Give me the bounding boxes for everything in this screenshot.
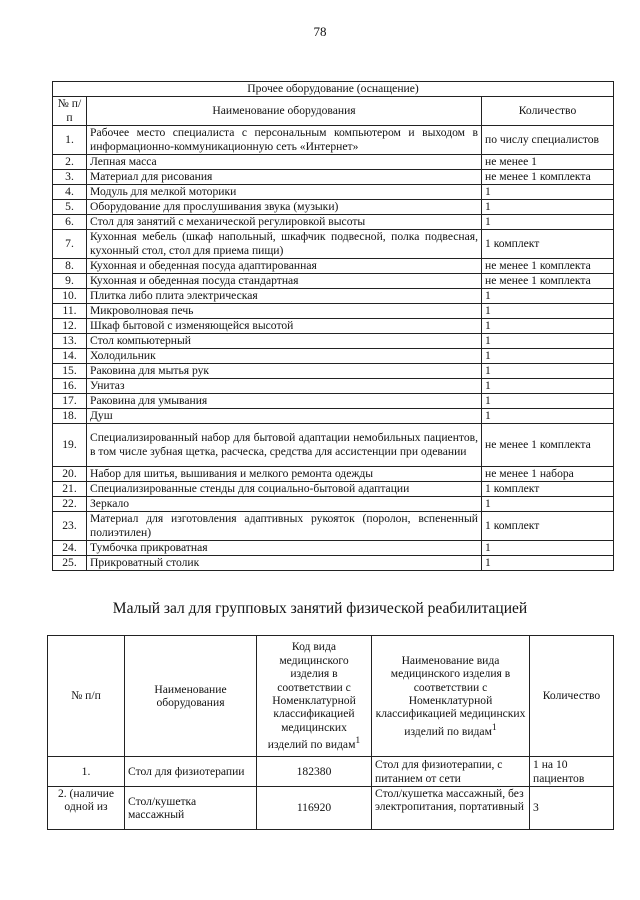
row-qty: 1 [482,363,614,378]
header-num: № п/п [48,636,125,757]
row-name: Прикроватный столик [87,555,482,570]
row-name: Тумбочка прикроватная [87,540,482,555]
row-qty: 1 [482,303,614,318]
row-qty: не менее 1 комплекта [482,258,614,273]
table-row [53,540,614,555]
row-name: Рабочее место специалиста с персональным компьютером и выходом в информационно-коммуникационную сеть «Интернет» [87,125,482,154]
row-qty: не менее 1 комплекта [482,169,614,184]
table-row [53,378,614,393]
table-row [53,511,614,540]
row-qty: 1 [482,540,614,555]
row-num: 6. [53,214,87,229]
row-num: 2. (наличие одной из [48,787,125,830]
row-qty: 1 [482,348,614,363]
table-row [48,757,614,787]
table-row [53,423,614,466]
row-code: 116920 [257,787,372,830]
row-kind: Стол для физиотерапии, с питанием от сети [372,757,530,787]
section-title: Малый зал для групповых занятий физической реабилитацией [112,600,528,617]
page-number: 78 [313,24,327,39]
table-row [53,318,614,333]
table-row [53,288,614,303]
row-num: 14. [53,348,87,363]
row-name: Унитаз [87,378,482,393]
header-code [257,636,372,757]
row-qty: 1 [482,333,614,348]
table-caption-row [53,82,614,97]
header-num: № п/п [53,96,87,125]
row-name: Кухонная мебель (шкаф напольный, шкафчик подвесной, полка подвесная, кухонный стол, стол для приема пищи) [87,229,482,258]
row-num: 23. [53,511,87,540]
row-num: 22. [53,496,87,511]
row-qty: 1 [482,214,614,229]
row-name: Кухонная и обеденная посуда стандартная [87,273,482,288]
table-row [53,333,614,348]
row-num: 17. [53,393,87,408]
row-num: 18. [53,408,87,423]
row-num: 7. [53,229,87,258]
row-qty: 1 на 10 пациентов [530,757,614,787]
table-header-row [48,636,614,757]
row-qty: 1 комплект [482,229,614,258]
header-qty: Количество [530,636,614,757]
row-name: Стол для физиотерапии [125,757,257,787]
row-name: Микроволновая печь [87,303,482,318]
table-header-row [53,96,614,125]
row-num: 11. [53,303,87,318]
row-qty: 1 [482,408,614,423]
table-row [53,154,614,169]
row-num: 12. [53,318,87,333]
table-row [53,393,614,408]
row-num: 21. [53,481,87,496]
footnote-mark: 1 [355,735,361,747]
row-name: Стол компьютерный [87,333,482,348]
row-qty: 3 [530,787,614,830]
row-name: Модуль для мелкой моторики [87,184,482,199]
table-row [53,466,614,481]
row-kind: Стол/кушетка массажный, без электропитания, портативный [372,787,530,830]
row-num: 19. [53,423,87,466]
table-row [53,303,614,318]
header-name: Наименование оборудования [87,96,482,125]
row-qty: не менее 1 набора [482,466,614,481]
row-qty: 1 [482,318,614,333]
row-qty: 1 комплект [482,511,614,540]
table-caption: Прочее оборудование (оснащение) [53,82,614,97]
row-name: Шкаф бытовой с изменяющейся высотой [87,318,482,333]
row-name: Специализированный набор для бытовой адаптации немобильных пациентов, в том числе зубная щетка, расческа, средства для ассистенции при одевании [87,423,482,466]
row-name: Плитка либо плита электрическая [87,288,482,303]
table-row [53,481,614,496]
row-qty: 1 [482,378,614,393]
table-row [53,555,614,570]
row-num: 1. [53,125,87,154]
row-num: 9. [53,273,87,288]
row-qty: 1 [482,555,614,570]
header-kind-text: Наименование вида медицинского изделия в соответствии с Номенклатурной классификацией медицинских изделий по видам [375,653,526,738]
row-name: Кухонная и обеденная посуда адаптированная [87,258,482,273]
row-num: 8. [53,258,87,273]
table-row [53,363,614,378]
table-row [53,169,614,184]
table-row [53,258,614,273]
row-qty: не менее 1 комплекта [482,423,614,466]
table-row [53,199,614,214]
row-code: 182380 [257,757,372,787]
row-qty: 1 [482,199,614,214]
row-num: 3. [53,169,87,184]
row-name: Душ [87,408,482,423]
row-name: Холодильник [87,348,482,363]
row-name: Набор для шитья, вышивания и мелкого ремонта одежды [87,466,482,481]
table-row [53,184,614,199]
header-qty: Количество [482,96,614,125]
equipment-table [52,81,614,571]
row-name: Стол для занятий с механической регулировкой высоты [87,214,482,229]
row-name: Материал для рисования [87,169,482,184]
row-name: Стол/кушетка массажный [125,787,257,830]
row-qty: по числу специалистов [482,125,614,154]
row-qty: 1 [482,184,614,199]
row-qty: не менее 1 [482,154,614,169]
row-name: Специализированные стенды для социально-бытовой адаптации [87,481,482,496]
header-name: Наименование оборудования [125,636,257,757]
footnote-mark: 1 [491,721,497,733]
table-row [53,214,614,229]
row-name: Раковина для мытья рук [87,363,482,378]
row-name: Лепная масса [87,154,482,169]
row-num: 5. [53,199,87,214]
table-row [53,408,614,423]
row-num: 20. [53,466,87,481]
table-row [53,273,614,288]
row-qty: 1 [482,288,614,303]
row-name: Раковина для умывания [87,393,482,408]
row-num: 15. [53,363,87,378]
row-num: 1. [48,757,125,787]
header-code-text: Код вида медицинского изделия в соответствии с Номенклатурной классификацией медицинских изделий по видам [267,640,356,752]
row-num: 25. [53,555,87,570]
row-name: Оборудование для прослушивания звука (музыки) [87,199,482,214]
row-qty: не менее 1 комплекта [482,273,614,288]
table-row [53,348,614,363]
header-kind [372,636,530,757]
row-num: 10. [53,288,87,303]
row-name: Зеркало [87,496,482,511]
table-row [48,787,614,830]
table-row [53,125,614,154]
row-num: 2. [53,154,87,169]
row-qty: 1 [482,496,614,511]
row-qty: 1 комплект [482,481,614,496]
row-num: 16. [53,378,87,393]
row-num: 4. [53,184,87,199]
table-row [53,496,614,511]
row-name: Материал для изготовления адаптивных рукояток (поролон, вспененный полиэтилен) [87,511,482,540]
row-num: 13. [53,333,87,348]
row-num: 24. [53,540,87,555]
row-qty: 1 [482,393,614,408]
medical-devices-table [47,635,614,830]
table-row [53,229,614,258]
